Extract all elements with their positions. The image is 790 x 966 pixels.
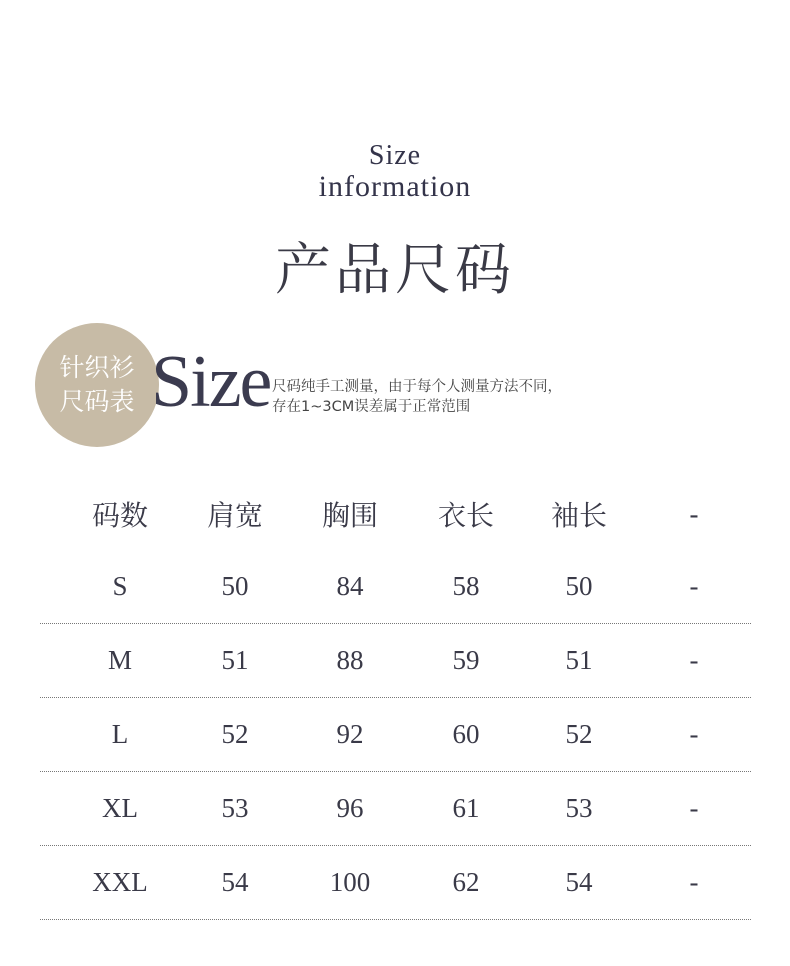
badge-line-1: 针织衫 (59, 353, 135, 382)
table-row (40, 772, 751, 846)
table-cell: XL (102, 793, 138, 823)
table-row (40, 846, 751, 920)
table-header-row (40, 478, 751, 550)
table-row (40, 624, 751, 698)
table-cell: 50 (221, 571, 249, 601)
note-line-1: 尺码纯手工测量，由于每个人测量方法不同， (272, 379, 562, 395)
table-cell: 59 (452, 645, 480, 675)
table-cell: - (689, 719, 699, 749)
table-cell: - (689, 645, 699, 675)
size-wordmark: Size (151, 341, 271, 423)
table-cell: 51 (221, 645, 249, 675)
table-cell: - (689, 793, 699, 823)
table-cell: XXL (92, 867, 148, 897)
table-cell: 52 (221, 719, 249, 749)
table-cell: 92 (336, 719, 364, 749)
table-cell: 58 (452, 571, 480, 601)
badge-line-2: 尺码表 (59, 387, 135, 416)
table-cell: 53 (565, 793, 593, 823)
note-line-2: 存在1~3CM误差属于正常范围 (272, 399, 471, 415)
measurement-note (272, 377, 562, 417)
table-cell: 54 (221, 867, 249, 897)
table-cell: 96 (336, 793, 364, 823)
column-header: 胸围 (321, 499, 378, 532)
table-cell: S (112, 571, 128, 601)
column-header: 袖长 (550, 499, 607, 532)
table-row (40, 698, 751, 772)
table-cell: 50 (565, 571, 593, 601)
table-cell: - (689, 571, 699, 601)
table-cell: 54 (565, 867, 593, 897)
table-row (40, 550, 751, 624)
table-cell: 100 (329, 867, 371, 897)
table-cell: M (107, 645, 132, 675)
column-header: 肩宽 (206, 499, 263, 532)
page-title: 产品尺码 (275, 238, 515, 303)
table-cell: 53 (221, 793, 249, 823)
column-header: 码数 (91, 499, 148, 532)
table-cell: 84 (336, 571, 364, 601)
category-badge (35, 323, 159, 447)
table-cell: - (689, 867, 699, 897)
table-cell: 60 (452, 719, 480, 749)
header-en-size: Size (368, 140, 422, 171)
table-cell: 62 (452, 867, 480, 897)
column-header: 衣长 (437, 499, 494, 532)
table-cell: 88 (336, 645, 364, 675)
column-header: - (689, 497, 699, 531)
size-table (40, 478, 751, 920)
table-cell: 51 (565, 645, 593, 675)
table-cell: 61 (452, 793, 480, 823)
header-en-information: information (318, 170, 472, 203)
table-cell: 52 (565, 719, 593, 749)
table-cell: L (111, 719, 129, 749)
